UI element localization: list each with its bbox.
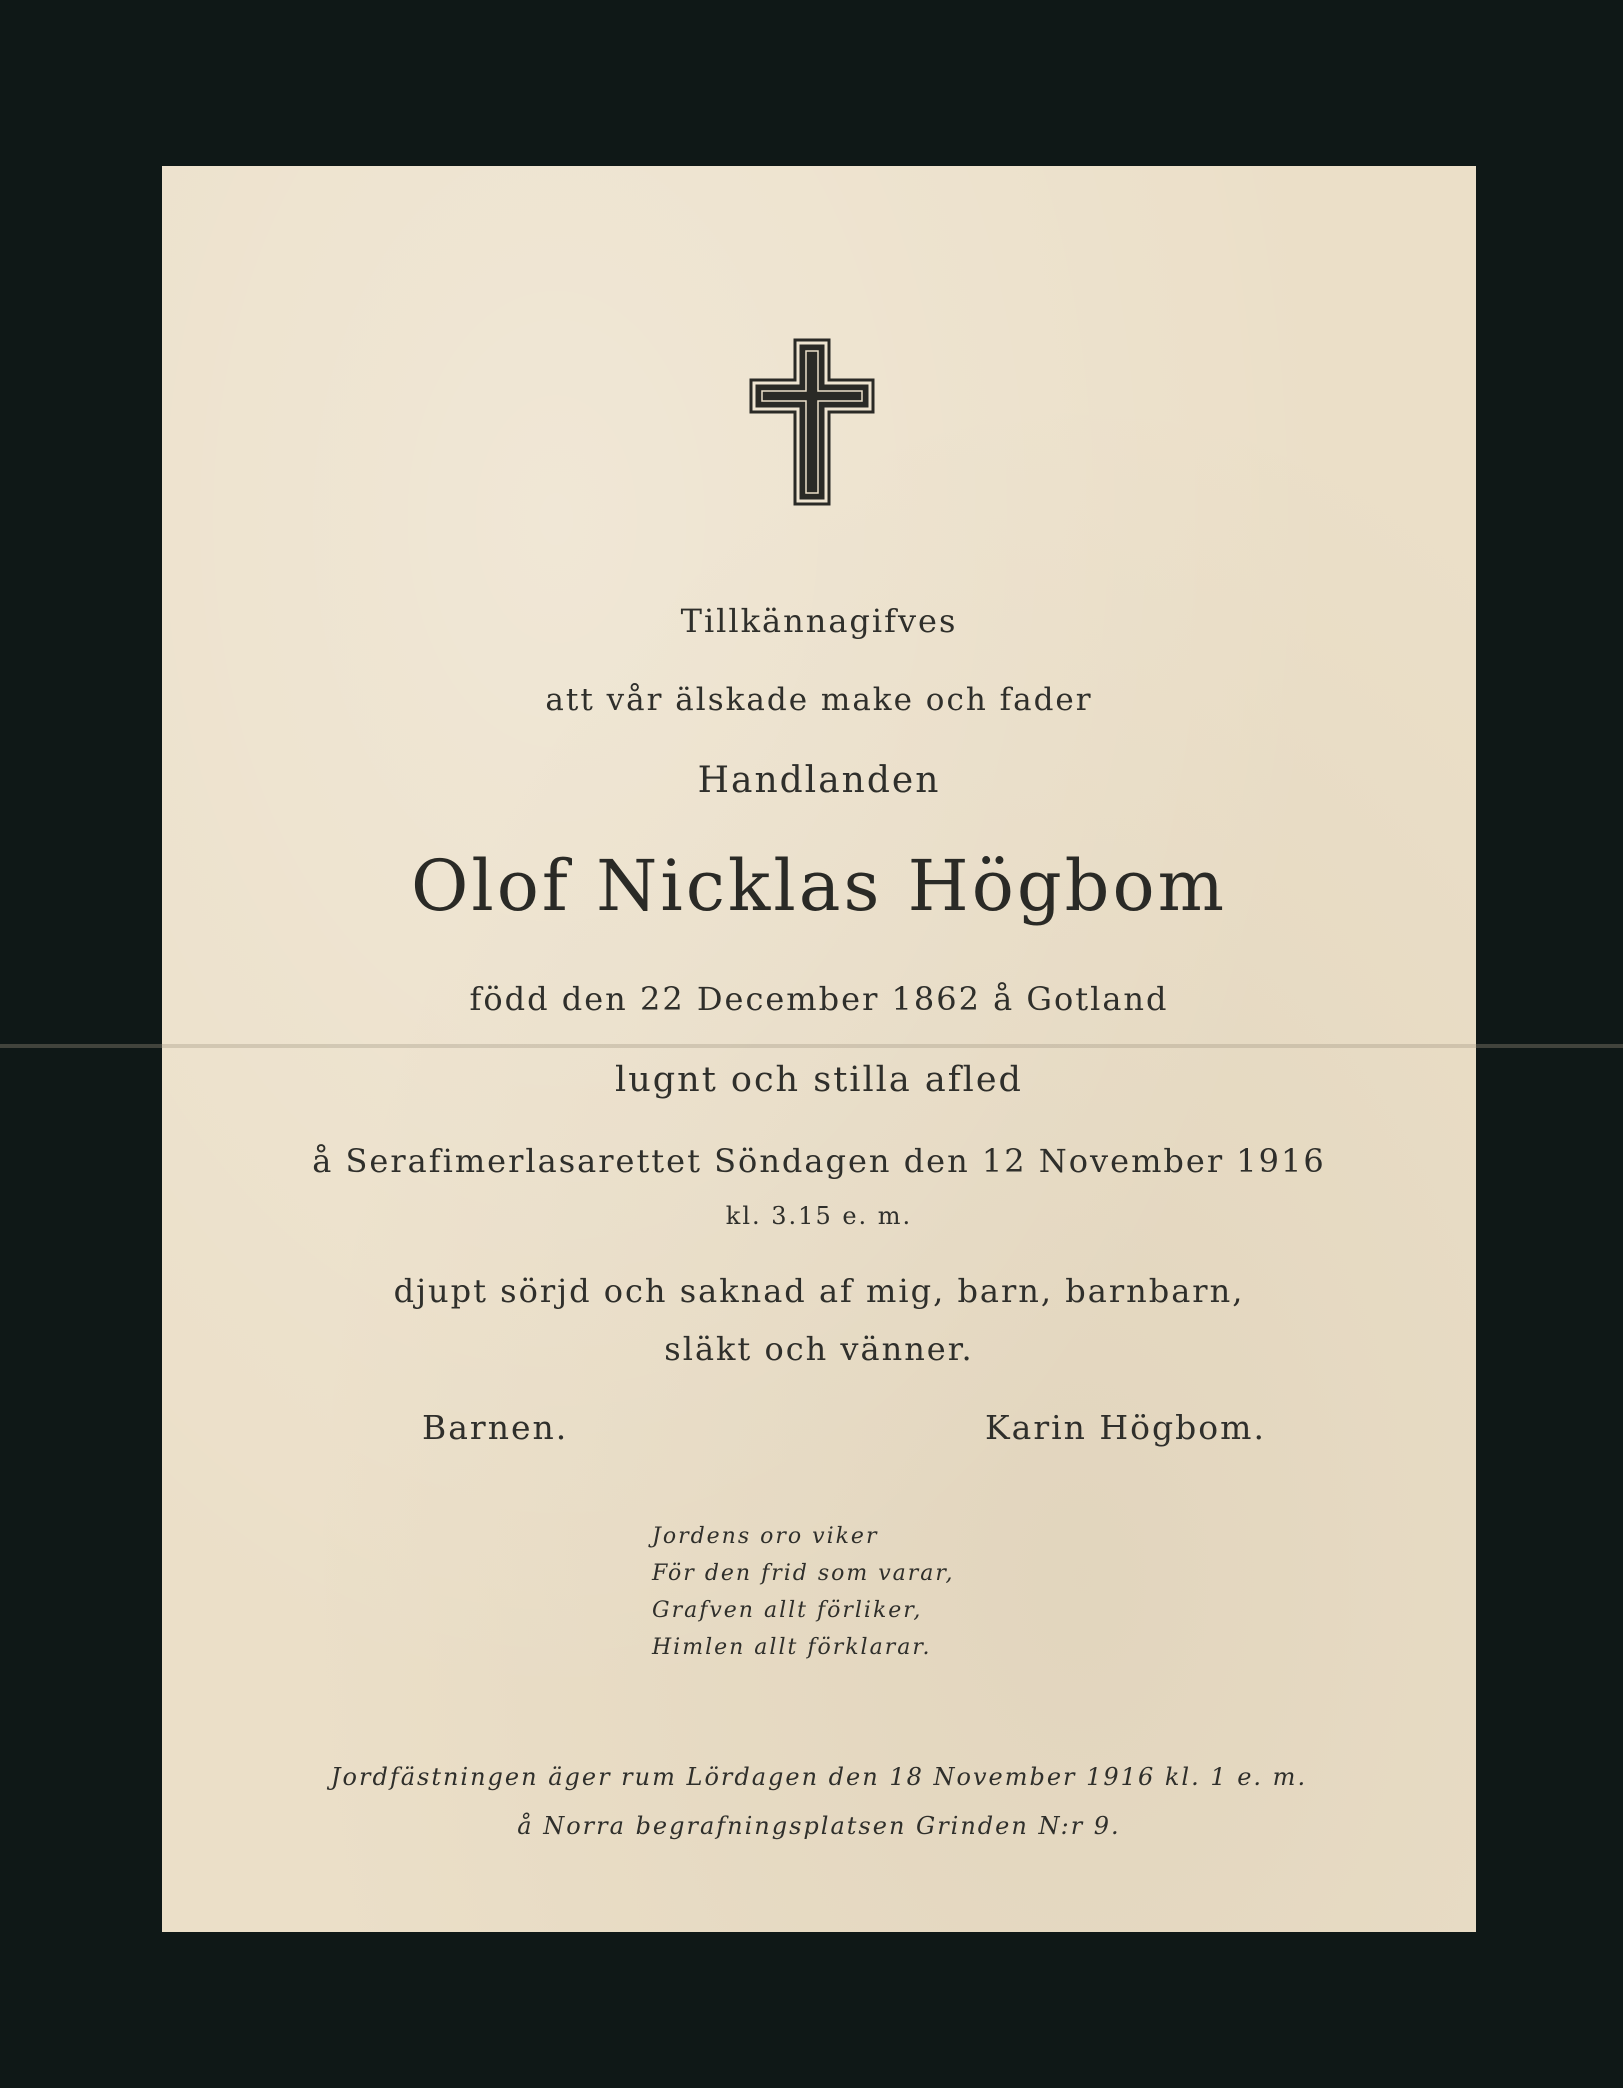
announcement-intro: Tillkännagifves bbox=[680, 602, 958, 640]
verse-line: Himlen allt förklarar. bbox=[652, 1635, 932, 1660]
mourned-line-2: släkt och vänner. bbox=[664, 1330, 974, 1368]
signature-children: Barnen. bbox=[422, 1408, 569, 1447]
deceased-name: Olof Nicklas Högbom bbox=[411, 845, 1227, 927]
mourned-line-1: djupt sörjd och saknad af mig, barn, barnbarn, bbox=[393, 1272, 1245, 1310]
occupation-title: Handlanden bbox=[697, 760, 941, 801]
time-line: kl. 3.15 e. m. bbox=[725, 1202, 913, 1230]
signature-widow: Karin Högbom. bbox=[985, 1408, 1266, 1447]
burial-line-1: Jordfästningen äger rum Lördagen den 18 November 1916 kl. 1 e. m. bbox=[330, 1763, 1308, 1791]
cross-icon bbox=[749, 338, 875, 506]
paper-fold-crease bbox=[0, 1044, 1623, 1048]
birth-line: född den 22 December 1862 å Gotland bbox=[469, 980, 1169, 1018]
memorial-verse bbox=[652, 1518, 955, 1666]
verse-line: För den frid som varar, bbox=[652, 1561, 955, 1586]
verse-line: Grafven allt förliker, bbox=[652, 1598, 923, 1623]
burial-line-2: å Norra begrafningsplatsen Grinden N:r 9. bbox=[517, 1812, 1121, 1840]
verse-line: Jordens oro viker bbox=[652, 1524, 879, 1549]
passing-line: lugnt och stilla afled bbox=[615, 1060, 1023, 1100]
relation-line: att vår älskade make och fader bbox=[545, 682, 1093, 718]
place-date-line: å Serafimerlasarettet Söndagen den 12 November 1916 bbox=[312, 1142, 1326, 1180]
